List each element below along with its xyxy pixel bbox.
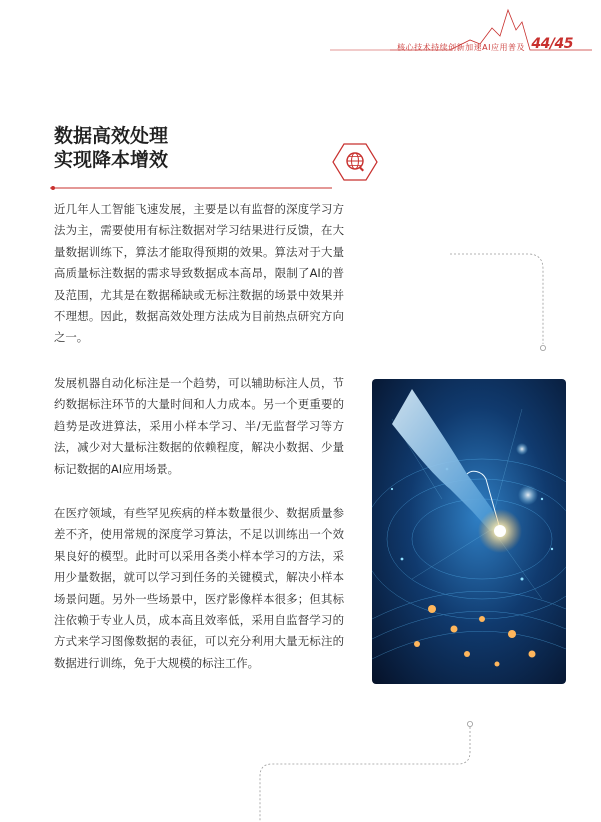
section-title bbox=[54, 124, 168, 172]
hexagon-globe-icon bbox=[332, 142, 378, 182]
dashed-connector-right bbox=[450, 240, 560, 370]
running-header: 核心技术持续创新加速AI应用普及 bbox=[397, 43, 525, 52]
body-paragraph-3: 在医疗领域，有些罕见疾病的样本数量很少、数据质量参差不齐，使用常规的深度学习算法，不足以训练出一个效果良好的模型。此时可以采用各类小样本学习的方法，采用少量数据，就可以学习到任务的关键模式，解决小样本场景问题。另外一些场景中，医疗影像样本很多；但其标注依赖于专业人员，成本高且效率低，采用自监督学习的方式来学习图像数据的表征，可以充分利用大量无标注的数据进行训练，免于大规模的标注工作。 bbox=[54, 506, 344, 670]
title-underline bbox=[50, 170, 370, 200]
body-paragraph-1: 近几年人工智能飞速发展，主要是以有监督的深度学习方法为主，需要使用有标注数据对学习结果进行反馈，在大量数据训练下，算法才能取得预期的效果。算法对于大量高质量标注数据的需求导致数据成本高昂，限制了AI的普及范围，尤其是在数据稀缺或无标注数据的场景中效果并不理想。因此，数据高效处理方法成为目前热点研究方向之一。 bbox=[54, 202, 344, 345]
body-paragraph-2: 发展机器自动化标注是一个趋势，可以辅助标注人员，节约数据标注环节的大量时间和人力成本。另一个更重要的趋势是改进算法，采用小样本学习、半/无监督学习等方法，减少对大量标注数据的依赖程度，解决小数据、少量标记数据的AI应用场景。 bbox=[54, 376, 344, 476]
dashed-connector-bottom bbox=[240, 720, 490, 822]
page-number: 44/45 bbox=[531, 36, 573, 52]
section-title-line2: 实现降本增效 bbox=[54, 149, 169, 171]
section-title-line1: 数据高效处理 bbox=[54, 125, 169, 147]
robot-hand-digital-network-photo bbox=[372, 379, 566, 684]
